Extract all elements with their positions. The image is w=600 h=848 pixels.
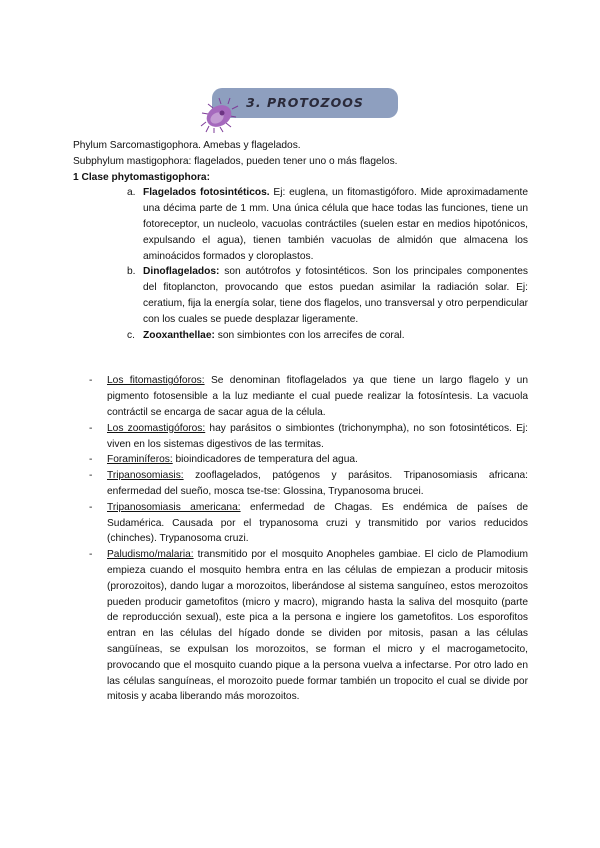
list-item: [73, 328, 528, 344]
list-item: [73, 373, 528, 420]
list-text: son autótrofos y fotosintéticos. Son los principales componentes del fitoplancton, provocando que estos puedan asimilar la radiación solar. Ej: ceratium, fija la energía solar, tiene dos flagelos, uno transversal y otro perpendicular con los cuales se puede desplazar ligeramente.: [143, 266, 528, 325]
document-body: [73, 138, 528, 705]
list-text: enfermedad de Chagas. Es endémica de países de Sudamérica. Causada por el trypanosoma cruzi y transmitido por varios reducidos (chinches). Trypanosoma cruzi.: [107, 501, 529, 545]
list-text: hay parásitos o simbiontes (trichonympha), no son fotosintéticos. Ej: viven en los sistemas digestivos de las termitas.: [107, 422, 528, 450]
bullet-list: [73, 373, 528, 705]
list-term: Los fitomastigóforos:: [107, 375, 205, 387]
list-item: [73, 452, 528, 468]
protozoa-icon: [200, 96, 244, 134]
list-text: transmitido por el mosquito Anopheles gambiae. El ciclo de Plamodium empieza cuando el mosquito hembra entra en las células de empiezan a producir mitosis (prorozoitos), dando lugar a morozoitos, liberándose al sistema sanguíneo, estos merozoitos pueden producir gametofitos (micro y macro), migrando hasta la saliva del mosquito (parte de reproducción sexual), este pica a la persona e ingiere los gametofitos. Los esporofitos entran en las células del hígado donde se dividen por mitosis, pasan a las células sangüíneas, se expulsan los morozoitos, se forman el micro y el macrogametocito, provocando que el mosquito cuando pique a la persona vuelva a infectarse. Por otro lado en las células sanguíneas, el morozoito puede formar también un tropocito el cual se divide por mitosis y acaba liberando más morozoitos.: [107, 549, 528, 703]
class-heading: 1 Clase phytomastigophora:: [73, 171, 210, 183]
list-marker: -: [89, 501, 93, 513]
list-term: Foraminíferos:: [107, 454, 173, 466]
list-text: bioindicadores de temperatura del agua.: [172, 454, 358, 466]
list-term: Tripanosomiasis:: [107, 470, 184, 482]
list-text: Se denominan fitoflagelados ya que tiene un largo flagelo y un pigmento fotosensible a la luz mediante el cual puede realizar la fotosíntesis. La vacuola contráctil se encarga de sacar agua de la célula.: [107, 375, 528, 418]
list-text: zooflagelados, patógenos y parásitos. Tripanosomiasis africana: enfermedad del sueño, mosca tse-tse: Glossina, Trypanosoma brucei.: [107, 470, 528, 497]
list-term: Paludismo/malaria:: [107, 549, 194, 561]
list-item: [73, 468, 528, 500]
list-marker: -: [89, 375, 93, 387]
list-text: Ej: euglena, un fitomastigóforo. Mide aproximadamente una décima parte de 1 mm. Una única célula que hace todas las funciones, tiene un fotoreceptor, un nucleolo, vacuolas contráctiles (suelen estar en medios hipotónicos, expulsando el agua), tienen también vacuolas de almidón que almacena los aminoácidos formados y cloroplastos.: [143, 187, 528, 262]
list-term: Zooxanthellae:: [143, 329, 215, 341]
list-term: Los zoomastigóforos:: [107, 422, 206, 434]
list-marker: -: [89, 549, 93, 561]
list-text: son simbiontes con los arrecifes de coral.: [214, 329, 405, 341]
list-item: [73, 185, 528, 264]
list-term: Tripanosomiasis americana:: [107, 501, 241, 513]
list-marker: -: [89, 470, 93, 482]
phylum-line: Phylum Sarcomastigophora. Amebas y flagelados.: [73, 140, 301, 151]
spacer: [73, 343, 528, 373]
list-item: [73, 421, 528, 453]
list-item: [73, 500, 528, 547]
list-marker: b.: [127, 266, 136, 278]
list-term: Flagelados fotosintéticos.: [143, 187, 270, 199]
class-list: [73, 185, 528, 343]
list-marker: a.: [127, 187, 136, 199]
list-item: [73, 264, 528, 327]
list-term: Dinoflagelados:: [143, 266, 220, 278]
subphylum-line: Subphylum mastigophora: flagelados, pueden tener uno o más flagelos.: [73, 155, 398, 167]
list-item: [73, 547, 528, 705]
list-marker: -: [89, 422, 93, 434]
section-title: 3. PROTOZOOS: [246, 95, 364, 110]
list-marker: c.: [127, 329, 135, 341]
list-marker: -: [89, 454, 93, 466]
